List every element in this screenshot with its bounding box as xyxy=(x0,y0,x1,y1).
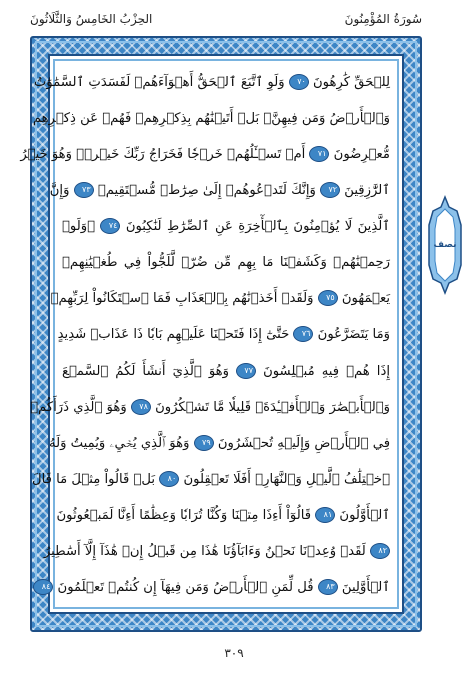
verse-text: يَعۡمَهُونَ xyxy=(337,291,390,307)
verse-text: ٱلرَّٰزِقِينَ xyxy=(340,183,390,199)
ayah-number-marker: ٧٨ xyxy=(131,399,151,415)
ayah-number-marker: ٧٢ xyxy=(320,182,340,198)
verse-text: وَهُوَ ٱلَّذِيٓ أَنشَأَ لَكُمُ ٱلسَّمۡعَ xyxy=(62,363,237,379)
verse-text: ٱخۡتِلَٰفُ ٱلَّيۡلِ وَٱلنَّهَارِۚ أَفَلَا تَعۡقِلُونَ xyxy=(179,471,390,487)
verse-text: قُل لِّمَنِ ٱلۡأَرۡضُ وَمَن فِيهَآ إِن كُنتُمۡ تَعۡلَمُونَ xyxy=(53,579,318,595)
ayah-number-marker: ٧٧ xyxy=(236,363,256,379)
ayah-number-marker: ٧٠ xyxy=(289,74,309,90)
verse-text: ٱلَّذِينَ لَا يُؤۡمِنُونَ بِٱلۡأٓخِرَةِ عَنِ ٱلصِّرَٰطِ لَنَٰكِبُونَ xyxy=(120,219,390,235)
ayah-number-marker: ٧٦ xyxy=(293,326,313,342)
verse-text: إِذَا هُمۡ فِيهِ مُبۡلِسُونَ xyxy=(256,363,390,379)
ayah-number-marker: ٧٥ xyxy=(318,290,338,306)
page-header xyxy=(30,6,422,32)
verse-line xyxy=(49,427,390,460)
verse-line xyxy=(20,138,390,171)
verse-text: وَإِنَّكَ لَتَدۡعُوهُمۡ إِلَىٰ صِرَٰطٖ مُّسۡتَقِيمٖ xyxy=(93,183,321,199)
ayah-number-marker: ٧٣ xyxy=(74,182,94,198)
verse-line xyxy=(33,66,390,99)
verse-line xyxy=(41,571,390,604)
ayah-number-marker: ٨٠ xyxy=(159,471,179,487)
verse-text: وَهُوَ ٱلَّذِي ذَرَأَكُمۡ xyxy=(30,399,131,415)
verse-line xyxy=(62,246,390,279)
verse-text: قَالُوٓاْ أَءِذَا مِتۡنَا وَكُنَّا تُرَابٗا وَعِظَٰمًا أَءِنَّا لَمَبۡعُوثُونَ xyxy=(56,507,316,523)
verse-text: وَلَوِ ٱتَّبَعَ ٱلۡحَقُّ أَهۡوَآءَهُمۡ لَفَسَدَتِ ٱلسَّمَٰوَٰتُ xyxy=(33,75,289,90)
ayah-number-marker: ٨١ xyxy=(315,507,335,523)
verse-line xyxy=(30,391,390,424)
verse-text: فِي ٱلۡأَرۡضِ وَإِلَيۡهِ تُحۡشَرُونَ xyxy=(213,435,390,451)
verse-text: مُّعۡرِضُونَ xyxy=(329,147,390,163)
verse-text: لِلۡحَقِّ كَٰرِهُونَ xyxy=(308,75,390,90)
verse-text: رَحِمۡنَٰهُمۡ وَكَشَفۡنَا مَا بِهِم مِّن ضُرّٖ لَّلَجُّواْ فِي طُغۡيَٰنِهِمۡ xyxy=(62,255,390,271)
ayah-number-marker: ٧٩ xyxy=(194,435,214,451)
ayah-number-marker: ٧٤ xyxy=(100,218,120,234)
verse-text: ٱلۡأَوَّلُونَ xyxy=(335,507,390,523)
verse-line xyxy=(62,210,390,243)
verse-text: وَإِنَّ xyxy=(49,183,74,199)
verse-line xyxy=(50,282,390,315)
verse-line xyxy=(62,355,390,388)
ornamental-frame xyxy=(20,36,422,632)
half-hizb-label: نصف xyxy=(433,240,457,250)
surah-name: سُورَةُ المُؤْمِنُونَ xyxy=(344,12,422,26)
verse-text-area xyxy=(20,54,404,614)
ayah-number-marker: ٨٣ xyxy=(318,579,338,595)
verse-text: وَمَا يَتَضَرَّعُونَ xyxy=(313,327,390,343)
verse-line xyxy=(32,102,390,135)
verse-text: أَمۡ تَسۡـَٔلُهُمۡ خَرۡجٗا فَخَرَاجُ رَبِّكَ خَيۡرٞۖ وَهُوَ خَيۡرُ xyxy=(20,147,310,163)
verse-line xyxy=(56,499,390,532)
verse-line xyxy=(43,535,390,568)
verse-line xyxy=(49,174,390,207)
verse-text: وَٱلۡأَرۡضُ وَمَن فِيهِنَّۚ بَلۡ أَتَيۡنَٰهُم بِذِكۡرِهِمۡ فَهُمۡ عَن ذِكۡرِهِم xyxy=(32,111,390,127)
verse-text: بَلۡ قَالُواْ مِثۡلَ مَا قَالَ xyxy=(31,471,160,487)
verse-text: وَٱلۡأَبۡصَٰرَ وَٱلۡأَفۡـِٔدَةَۚ قَلِيلٗا مَّا تَشۡكُرُونَ xyxy=(150,399,390,415)
verse-text: ۞وَلَوۡ xyxy=(62,219,101,235)
hizb-name: الحِزْبُ الخَامِسُ وَالثَّلَاثُونَ xyxy=(30,12,153,26)
half-hizb-marker xyxy=(425,195,465,295)
verse-line xyxy=(31,463,390,496)
verse-text: لَقَدۡ وُعِدۡنَا نَحۡنُ وَءَابَآؤُنَا هَٰذَا مِن قَبۡلُ إِنۡ هَٰذَآ إِلَّآ أَسَٰطِيرُ xyxy=(43,543,370,559)
verse-text: وَلَقَدۡ أَخَذۡنَٰهُم بِٱلۡعَذَابِ فَمَا ٱسۡتَكَانُواْ لِرَبِّهِمۡ xyxy=(50,291,318,307)
verse-text: ٱلۡأَوَّلِينَ xyxy=(337,579,390,595)
verse-text: وَهُوَ ٱلَّذِي يُحۡيِۦ وَيُمِيتُ وَلَهُ xyxy=(49,435,194,451)
ayah-number-marker: ٧١ xyxy=(309,146,329,162)
verse-text: حَتَّىٰٓ إِذَا فَتَحۡنَا عَلَيۡهِم بَابٗا ذَا عَذَابٖ شَدِيدٍ xyxy=(57,327,294,343)
ayah-number-marker: ٨٢ xyxy=(370,543,390,559)
page-number: ٣٠٩ xyxy=(224,646,244,660)
ayah-number-marker: ٨٤ xyxy=(33,579,53,595)
verse-line xyxy=(57,318,390,351)
